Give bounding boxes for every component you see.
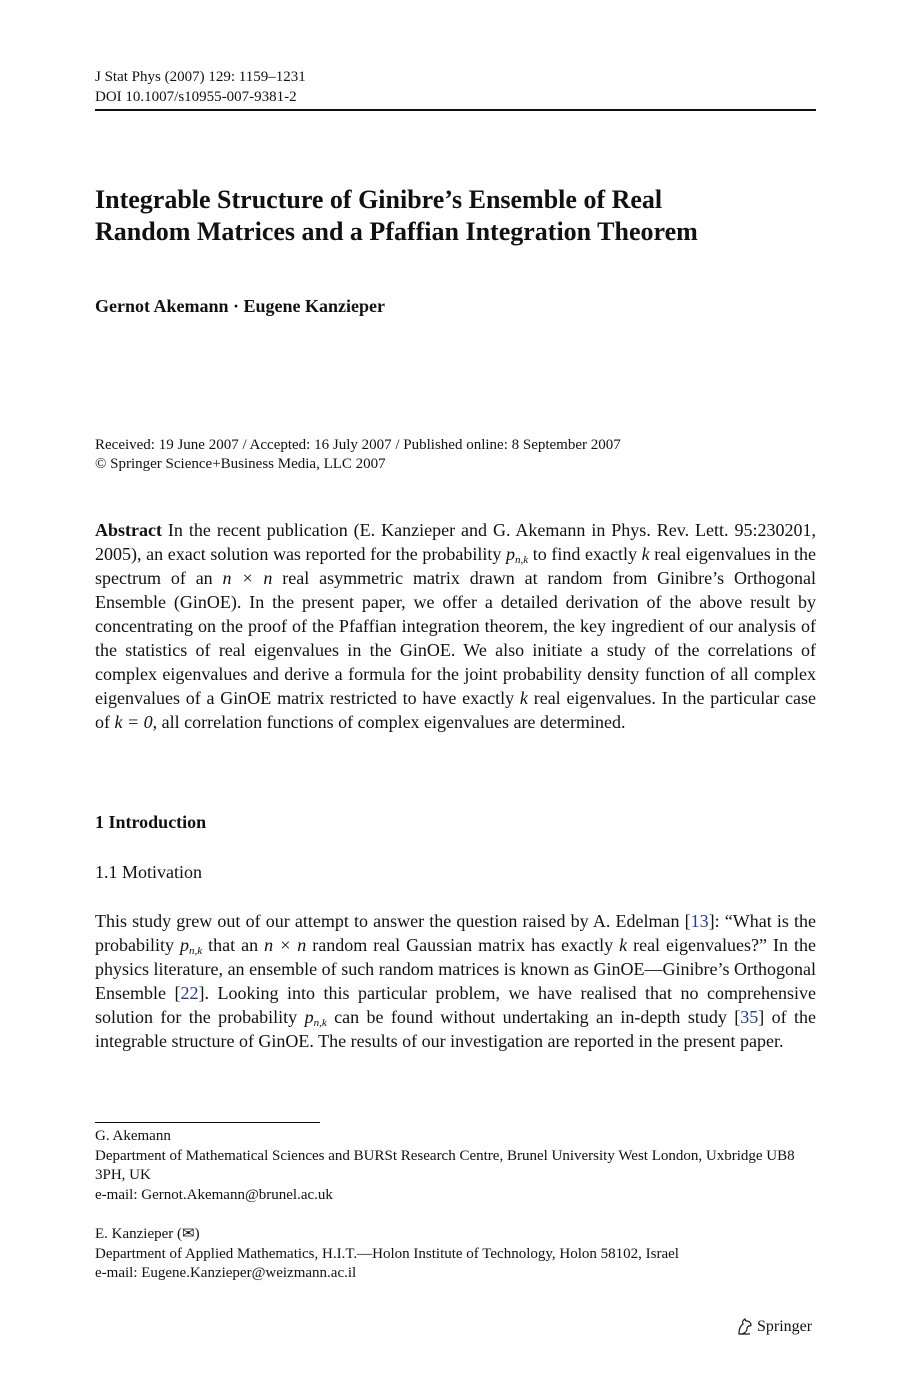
math-k: k [619, 935, 628, 955]
footnote-affiliation: Department of Applied Mathematics, H.I.T.—Holon Institute of Technology, Holon 58102, Israel [95, 1245, 679, 1262]
math-p: p [179, 935, 189, 955]
math-p: p [505, 544, 515, 564]
title-line-1: Integrable Structure of Ginibre’s Ensemble of Real [95, 185, 663, 214]
math-k: k [641, 544, 650, 564]
citation-link-35[interactable]: 35 [740, 1007, 759, 1027]
math-k: k [519, 688, 528, 708]
abstract: Abstract In the recent publication (E. Kanzieper and G. Akemann in Phys. Rev. Lett. 95:230201, 2005), an exact solution was reported for the probability $p_{n,k}$ to find exactly k real eigenvalues in the spectrum of an n × n real asymmetric matrix drawn at random from Ginibre’s Orthogonal Ensemble (GinOE). In the present paper, we offer a detailed derivation of the above result by concentrating on the proof of the Pfaffian integration theorem, the key ingredient of our analysis of the statistics of real eigenvalues in the GinOE. We also initiate a study of the correlations of complex eigenvalues and derive a formula for the joint probability density function of all complex eigenvalues of a GinOE matrix restricted to have exactly k real eigenvalues. In the particular case of k = 0, all correlation functions of complex eigenvalues are determined. [95, 520, 816, 732]
date-history: Received: 19 June 2007 / Accepted: 16 July 2007 / Published online: 8 September 2007 [95, 437, 621, 453]
subsection-heading-motivation: 1.1 Motivation [95, 862, 202, 882]
envelope-icon: ✉ [182, 1226, 195, 1242]
math-nxn: n × n [222, 568, 273, 588]
footnote-author-kanzieper [95, 1225, 816, 1284]
footnote-author-name: G. Akemann [95, 1128, 171, 1144]
math-k-equals-0: k = 0 [114, 712, 153, 732]
footnote-author-akemann [95, 1127, 816, 1205]
title-line-2: Random Matrices and a Pfaffian Integration Theorem [95, 217, 698, 246]
footnote-rule [95, 1122, 320, 1123]
journal-doi: DOI 10.1007/s10955-007-9381-2 [95, 89, 297, 105]
publication-dates [95, 436, 621, 474]
citation-link-13[interactable]: 13 [690, 911, 709, 931]
section-heading-introduction: 1 Introduction [95, 812, 207, 832]
footnote-affiliation: Department of Mathematical Sciences and BURSt Research Centre, Brunel University West London, Uxbridge UB8 3PH, UK [95, 1147, 795, 1183]
paper-title [95, 184, 816, 248]
math-subscript: n,k [313, 1017, 327, 1029]
math-subscript: n,k [514, 554, 529, 566]
math-p: p [304, 1007, 314, 1027]
math-nxn: n × n [264, 935, 307, 955]
springer-horse-icon [736, 1318, 753, 1336]
publisher-logo [736, 1317, 812, 1337]
footnote-author-name: E. Kanzieper (✉) [95, 1226, 200, 1242]
journal-header [95, 67, 306, 107]
intro-paragraph: This study grew out of our attempt to answer the question raised by A. Edelman [13]: “What is the probability $p_{n,k}$ that an n × n random real Gaussian matrix has exactly k real eigenvalues?” In the physics literature, an ensemble of such random matrices is known as GinOE—Ginibre’s Orthogonal Ensemble [22]. Looking into this particular problem, we have realised that no comprehensive solution for the probability $p_{n,k}$ can be found without undertaking an in-depth study [35] of the integrable structure of GinOE. The results of our investigation are reported in the present paper. [95, 911, 816, 1051]
journal-citation: J Stat Phys (2007) 129: 1159–1231 [95, 69, 306, 85]
math-subscript: n,k [188, 945, 203, 957]
footnote-email: e-mail: Gernot.Akemann@brunel.ac.uk [95, 1186, 333, 1203]
header-rule [95, 109, 816, 111]
citation-link-22[interactable]: 22 [180, 983, 199, 1003]
author-list: Gernot Akemann · Eugene Kanzieper [95, 296, 385, 316]
copyright-line: © Springer Science+Business Media, LLC 2007 [95, 456, 386, 472]
footnote-email: e-mail: Eugene.Kanzieper@weizmann.ac.il [95, 1265, 357, 1281]
publisher-name: Springer [757, 1318, 813, 1335]
abstract-heading: Abstract [95, 520, 162, 540]
